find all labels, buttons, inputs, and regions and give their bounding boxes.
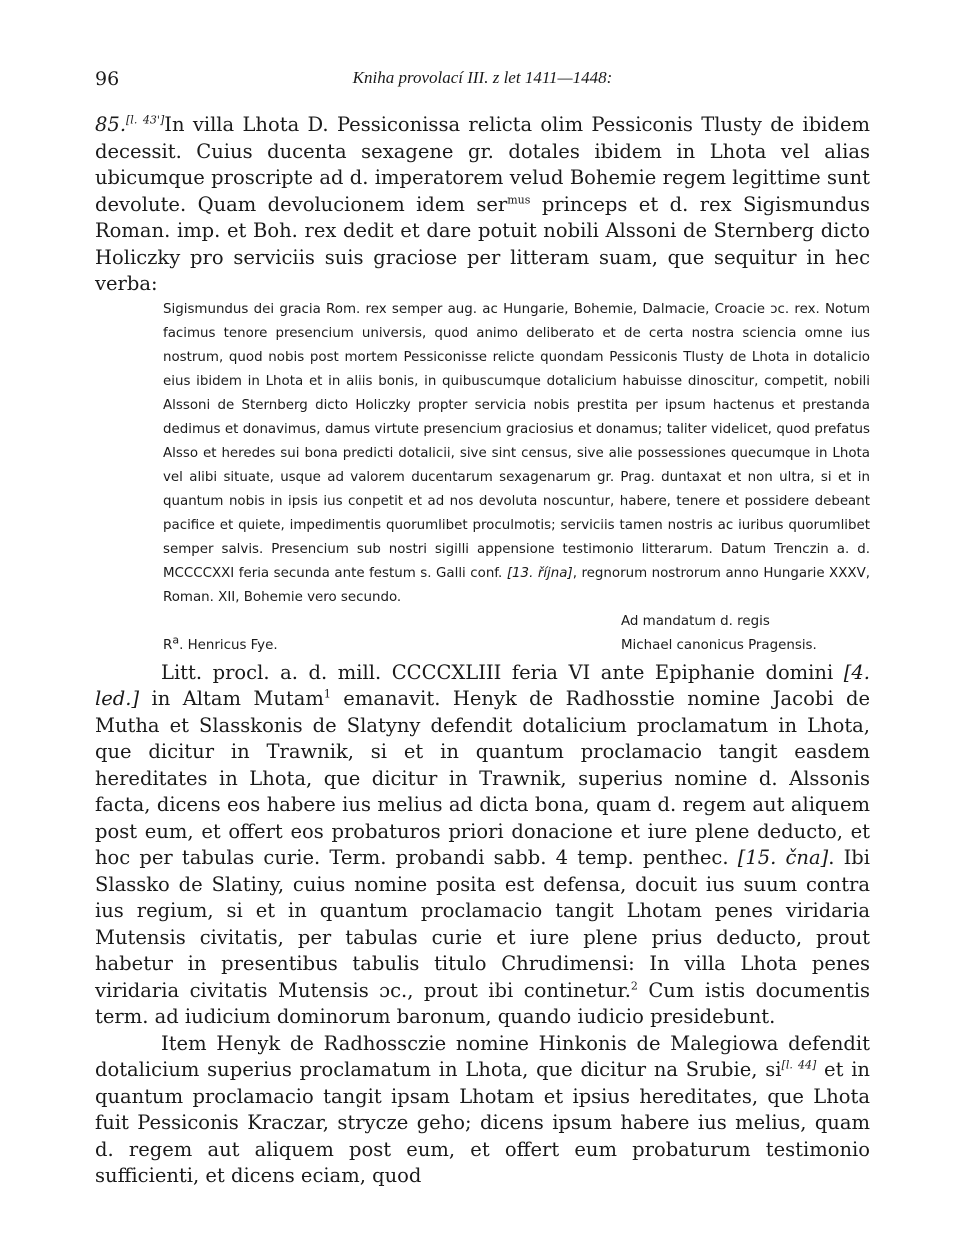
entry-text-part2: princeps et d. rex Sigismundus Roman. imp. et Boh. rex dedit et dare potuit nobili Alssoni de Sternberg dicto Holiczky pro serviciis suis graciose per litteram suam, que sequitur in hec verba: (95, 192, 870, 295)
relator-name: . Henricus Fye. (179, 637, 278, 653)
para3-text-part1: Item Henyk de Radhossczie nomine Hinkonis de Malegiowa defendit dotalicium superius proclamatum in Lhota, que dicitur na Srubie, si (95, 1031, 870, 1081)
para3-text-part2: et in quantum proclamacio tangit ipsam Lhotam et ipsius hereditates, que Lhota fuit Pessiconis Kraczar, strycze geho; dicens ipsum habere ius melius, quam d. regem aut aliquem post eum, et offert eum probaturum testimonio sufficienti, et dicens eciam, quod (95, 1058, 870, 1187)
entry-text-part1: In villa Lhota D. Pessiconissa relicta olim Pessiconis Tlusty de ibidem decessit. Cuius ducenta sexagene gr. dotales ibidem in Lhota vel alias ubicumque proscripte ad d. imperatorem velud Bohemie regem legittime sunt devolute. Quam devolucionem idem ser (95, 113, 870, 216)
para2-text-part2: in Altam Mutam (139, 687, 324, 710)
defense-paragraph (95, 1031, 870, 1190)
running-title: Kniha provolací III. z let 1411—1448: (352, 68, 613, 87)
charter-signatures (163, 610, 870, 658)
charter-text-part2: , regnorum nostrorum anno Hungarie XXXV, Roman. XII, Bohemie vero secundo. (163, 565, 870, 605)
para2-text-part5: Cum istis documentis term. ad iudicium dominorum baronum, quando iudicio presidebunt. (95, 978, 870, 1028)
page-number: 96 (95, 68, 120, 90)
main-text-continued (95, 660, 870, 1190)
royal-charter (163, 298, 870, 610)
mandate-line: Ad mandatum d. regis (621, 613, 770, 629)
relator-superscript: a (172, 633, 180, 647)
footnote-marker-1: 1 (323, 687, 331, 701)
relator-line (163, 634, 278, 658)
charter-text (163, 298, 870, 610)
para2-text-part1: Litt. procl. a. d. mill. CCCCXLIII feria VI ante Epiphanie domini (161, 660, 844, 684)
folio-reference-44: [l. 44] (781, 1058, 817, 1072)
para2-date-note1: [4. led.] (95, 660, 870, 710)
para2-text-part4: . Ibi Slassko de Slatiny, cuius nomine posita est defensa, docuit ius suum contra ius regium, si et in quantum proclamacio tangit Lhotam penes viridaria Mutensis civitatis, per tabulas curie et iure plene prius deducto, prout habetur in presentibus tabulis titulo Chrudimensi: In villa Lhota penes viridaria civitatis Mutensis ɔc., prout ibi continetur. (95, 846, 871, 1002)
para2-text-part3: emanavit. Henyk de Radhosstie nomine Jacobi de Mutha et Slasskonis de Slatyny defendit dotalicium proclamatum in Lhota, que dicitur in Trawnik, si et in quantum proclamacio tangit easdem hereditates in Lhota, que dicitur in Trawnik, superius nomine d. Alssonis facta, dicens eos habere ius melius ad dicta bona, quam d. regem aut aliquem post eum, et offert eos probaturos priori donacione et iure plene deducto, et hoc per tabulas curie. Term. probandi sabb. 4 temp. penthec. (95, 687, 870, 869)
folio-reference: [l. 43'] (126, 113, 165, 127)
entry-85-paragraph (95, 112, 870, 298)
entry-number: 85. (95, 113, 127, 136)
charter-date-note: [13. října] (506, 565, 573, 581)
main-text (95, 112, 870, 298)
para2-date-note2: [15. čna] (737, 846, 829, 869)
charter-text-part1: Sigismundus dei gracia Rom. rex semper aug. ac Hungarie, Bohemie, Dalmacie, Croacie ɔc. rex. Notum facimus tenore presencium universis, quod animo deliberato et de certa nostra sciencia omne ius nostrum, quod nobis post mortem Pessiconisse relicte quondam Pessiconis Tlusty de Lhota in dotalicio eius ibidem in Lhota et in aliis bonis, in quibuscumque dotalicium habuisse dinoscitur, competit, nobili Alssoni de Sternberg dicto Holiczky propter servicia nobis prestita per ipsum hactenus et prestanda dedimus et donavimus, damus virtute presencium graciosius et donamus; taliter videlicet, quod prefatus Alsso et heredes sui bona predicti dotalicii, sive sint census, sive alie possessiones quecumque in Lhota vel alibi situate, usque ad valorem ducentarum sexagenarum gr. Prag. duntaxat et non ultra, si et in quantum nobis in ipsis ius conpetit et ad nos devoluta noscuntur, habere, tenere et possidere debeant pacifice et quiete, impedimentis quorumlibet proculmotis; serviciis tamen nostris ac iuribus quorumlibet semper salvis. Presencium sub nostri sigilli appensione testimonio litterarum. Datum Trenczin a. d. MCCCCXXI feria secunda ante festum s. Galli conf. (163, 301, 870, 581)
relator-prefix: R (163, 637, 173, 653)
title-superscript: mus (507, 193, 531, 206)
page-header (95, 68, 870, 98)
footnote-marker-2: 2 (630, 979, 638, 992)
scribe-line: Michael canonicus Pragensis. (621, 637, 817, 653)
proclamation-paragraph (95, 660, 870, 1031)
document-page (95, 68, 870, 1190)
